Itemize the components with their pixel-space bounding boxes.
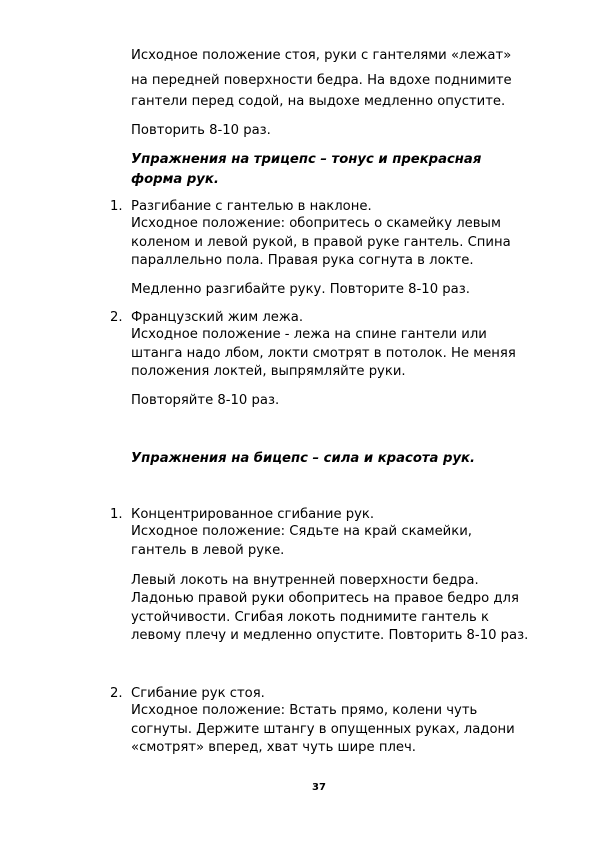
exercise-text: согнуты. Держите штангу в опущенных руках, ладони bbox=[131, 722, 515, 737]
exercise-text: Исходное положение: Встать прямо, колени чуть bbox=[131, 703, 478, 718]
section-heading-triceps: форма рук. bbox=[131, 172, 219, 187]
page-number: 37 bbox=[312, 782, 326, 793]
exercise-text: штанга надо лбом, локти смотрят в потолок. Не меняя bbox=[131, 346, 516, 361]
repeat-text: Повторить 8-10 раз. bbox=[131, 123, 271, 138]
intro-line: на передней поверхности бедра. На вдохе поднимите bbox=[131, 73, 512, 88]
intro-line: гантели перед содой, на выдохе медленно опустите. bbox=[131, 94, 506, 109]
exercise-text: Ладонью правой руки обопритесь на правое бедро для bbox=[131, 591, 519, 606]
exercise-title: Разгибание с гантелью в наклоне. bbox=[131, 199, 372, 214]
exercise-text: Левый локоть на внутренней поверхности бедра. bbox=[131, 573, 479, 588]
exercise-text: Исходное положение - лежа на спине гантели или bbox=[131, 327, 487, 342]
list-number: 2. bbox=[110, 686, 123, 701]
exercise-text: устойчивости. Сгибая локоть поднимите гантель к bbox=[131, 610, 489, 625]
exercise-text: коленом и левой рукой, в правой руке гантель. Спина bbox=[131, 235, 511, 250]
exercise-text: Исходное положение: обопритесь о скамейку левым bbox=[131, 216, 501, 231]
exercise-text: левому плечу и медленно опустите. Повторить 8-10 раз. bbox=[131, 628, 529, 643]
exercise-title: Концентрированное сгибание рук. bbox=[131, 507, 375, 522]
intro-line: Исходное положение стоя, руки с гантелями «лежат» bbox=[131, 48, 512, 63]
exercise-text: Исходное положение: Сядьте на край скамейки, bbox=[131, 524, 472, 539]
list-number: 1. bbox=[110, 199, 123, 214]
list-number: 2. bbox=[110, 310, 123, 325]
exercise-text: положения локтей, выпрямляйте руки. bbox=[131, 364, 406, 379]
section-heading-triceps: Упражнения на трицепс – тонус и прекрасная bbox=[131, 152, 482, 167]
repeat-text: Медленно разгибайте руку. Повторите 8-10 раз. bbox=[131, 282, 470, 297]
exercise-title: Сгибание рук стоя. bbox=[131, 686, 265, 701]
exercise-text: «смотрят» вперед, хват чуть шире плеч. bbox=[131, 740, 416, 755]
section-heading-biceps: Упражнения на бицепс – сила и красота рук. bbox=[131, 451, 476, 466]
exercise-text: гантель в левой руке. bbox=[131, 543, 285, 558]
exercise-text: параллельно пола. Правая рука согнута в локте. bbox=[131, 253, 474, 268]
exercise-title: Французский жим лежа. bbox=[131, 310, 304, 325]
list-number: 1. bbox=[110, 507, 123, 522]
repeat-text: Повторяйте 8-10 раз. bbox=[131, 393, 280, 408]
